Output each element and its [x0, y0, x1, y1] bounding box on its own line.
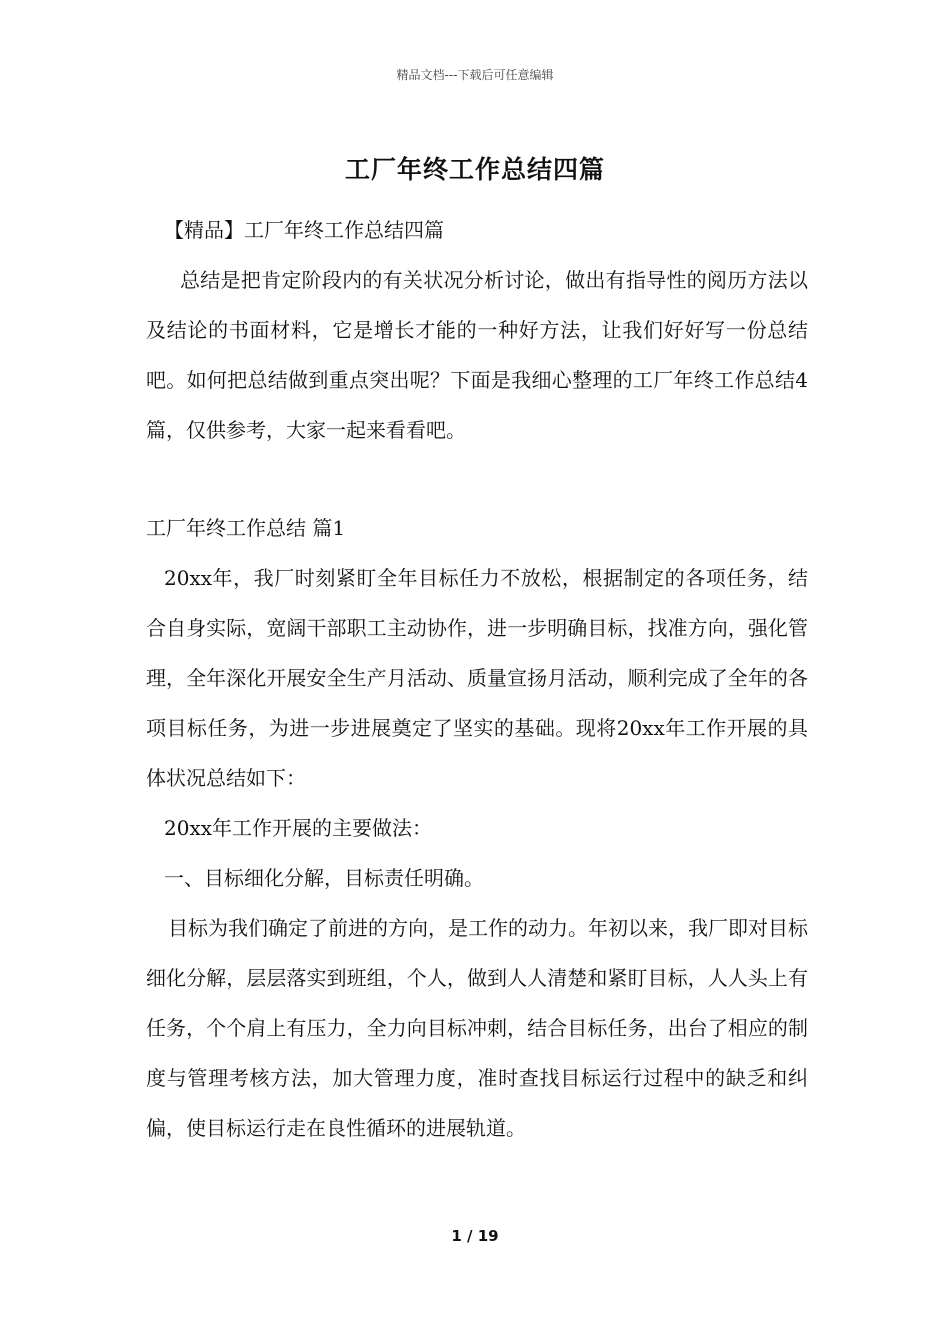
body-paragraph: 20xx年，我厂时刻紧盯全年目标任力不放松，根据制定的各项任务，结合自身实际，宽阔干部职工主动协作，进一步明确目标，找准方向，强化管理，全年深化开展安全生产月活动、质量宣扬月活动，顺利完成了全年的各项目标任务，为进一步进展奠定了坚实的基础。现将20xx年工作开展的具体状况总结如下：	[146, 566, 808, 790]
page-number: 1 / 19	[451, 1227, 499, 1245]
document-title: 工厂年终工作总结四篇	[344, 155, 605, 184]
body-paragraph: 一、目标细化分解，目标责任明确。	[164, 866, 484, 890]
body-paragraph: 20xx年工作开展的主要做法：	[164, 816, 433, 840]
paragraph-gap	[146, 455, 808, 503]
document-body	[146, 205, 808, 1153]
section-heading: 工厂年终工作总结 篇1	[146, 516, 346, 540]
body-paragraph: 目标为我们确定了前进的方向，是工作的动力。年初以来，我厂即对目标细化分解，层层落实到班组，个人，做到人人清楚和紧盯目标，人人头上有任务，个个肩上有压力，全力向目标冲刺，结合目标任务，出台了相应的制度与管理考核方法，加大管理力度，准时查找目标运行过程中的缺乏和纠偏，使目标运行走在良性循环的进展轨道。	[146, 916, 808, 1140]
page-header: 精品文档---下载后可任意编辑	[396, 68, 554, 82]
intro-paragraph: 总结是把肯定阶段内的有关状况分析讨论，做出有指导性的阅历方法以及结论的书面材料，它是增长才能的一种好方法，让我们好好写一份总结吧。如何把总结做到重点突出呢？下面是我细心整理的工厂年终工作总结4篇，仅供参考，大家一起来看看吧。	[146, 268, 808, 442]
document-subtitle: 【精品】工厂年终工作总结四篇	[164, 218, 444, 242]
